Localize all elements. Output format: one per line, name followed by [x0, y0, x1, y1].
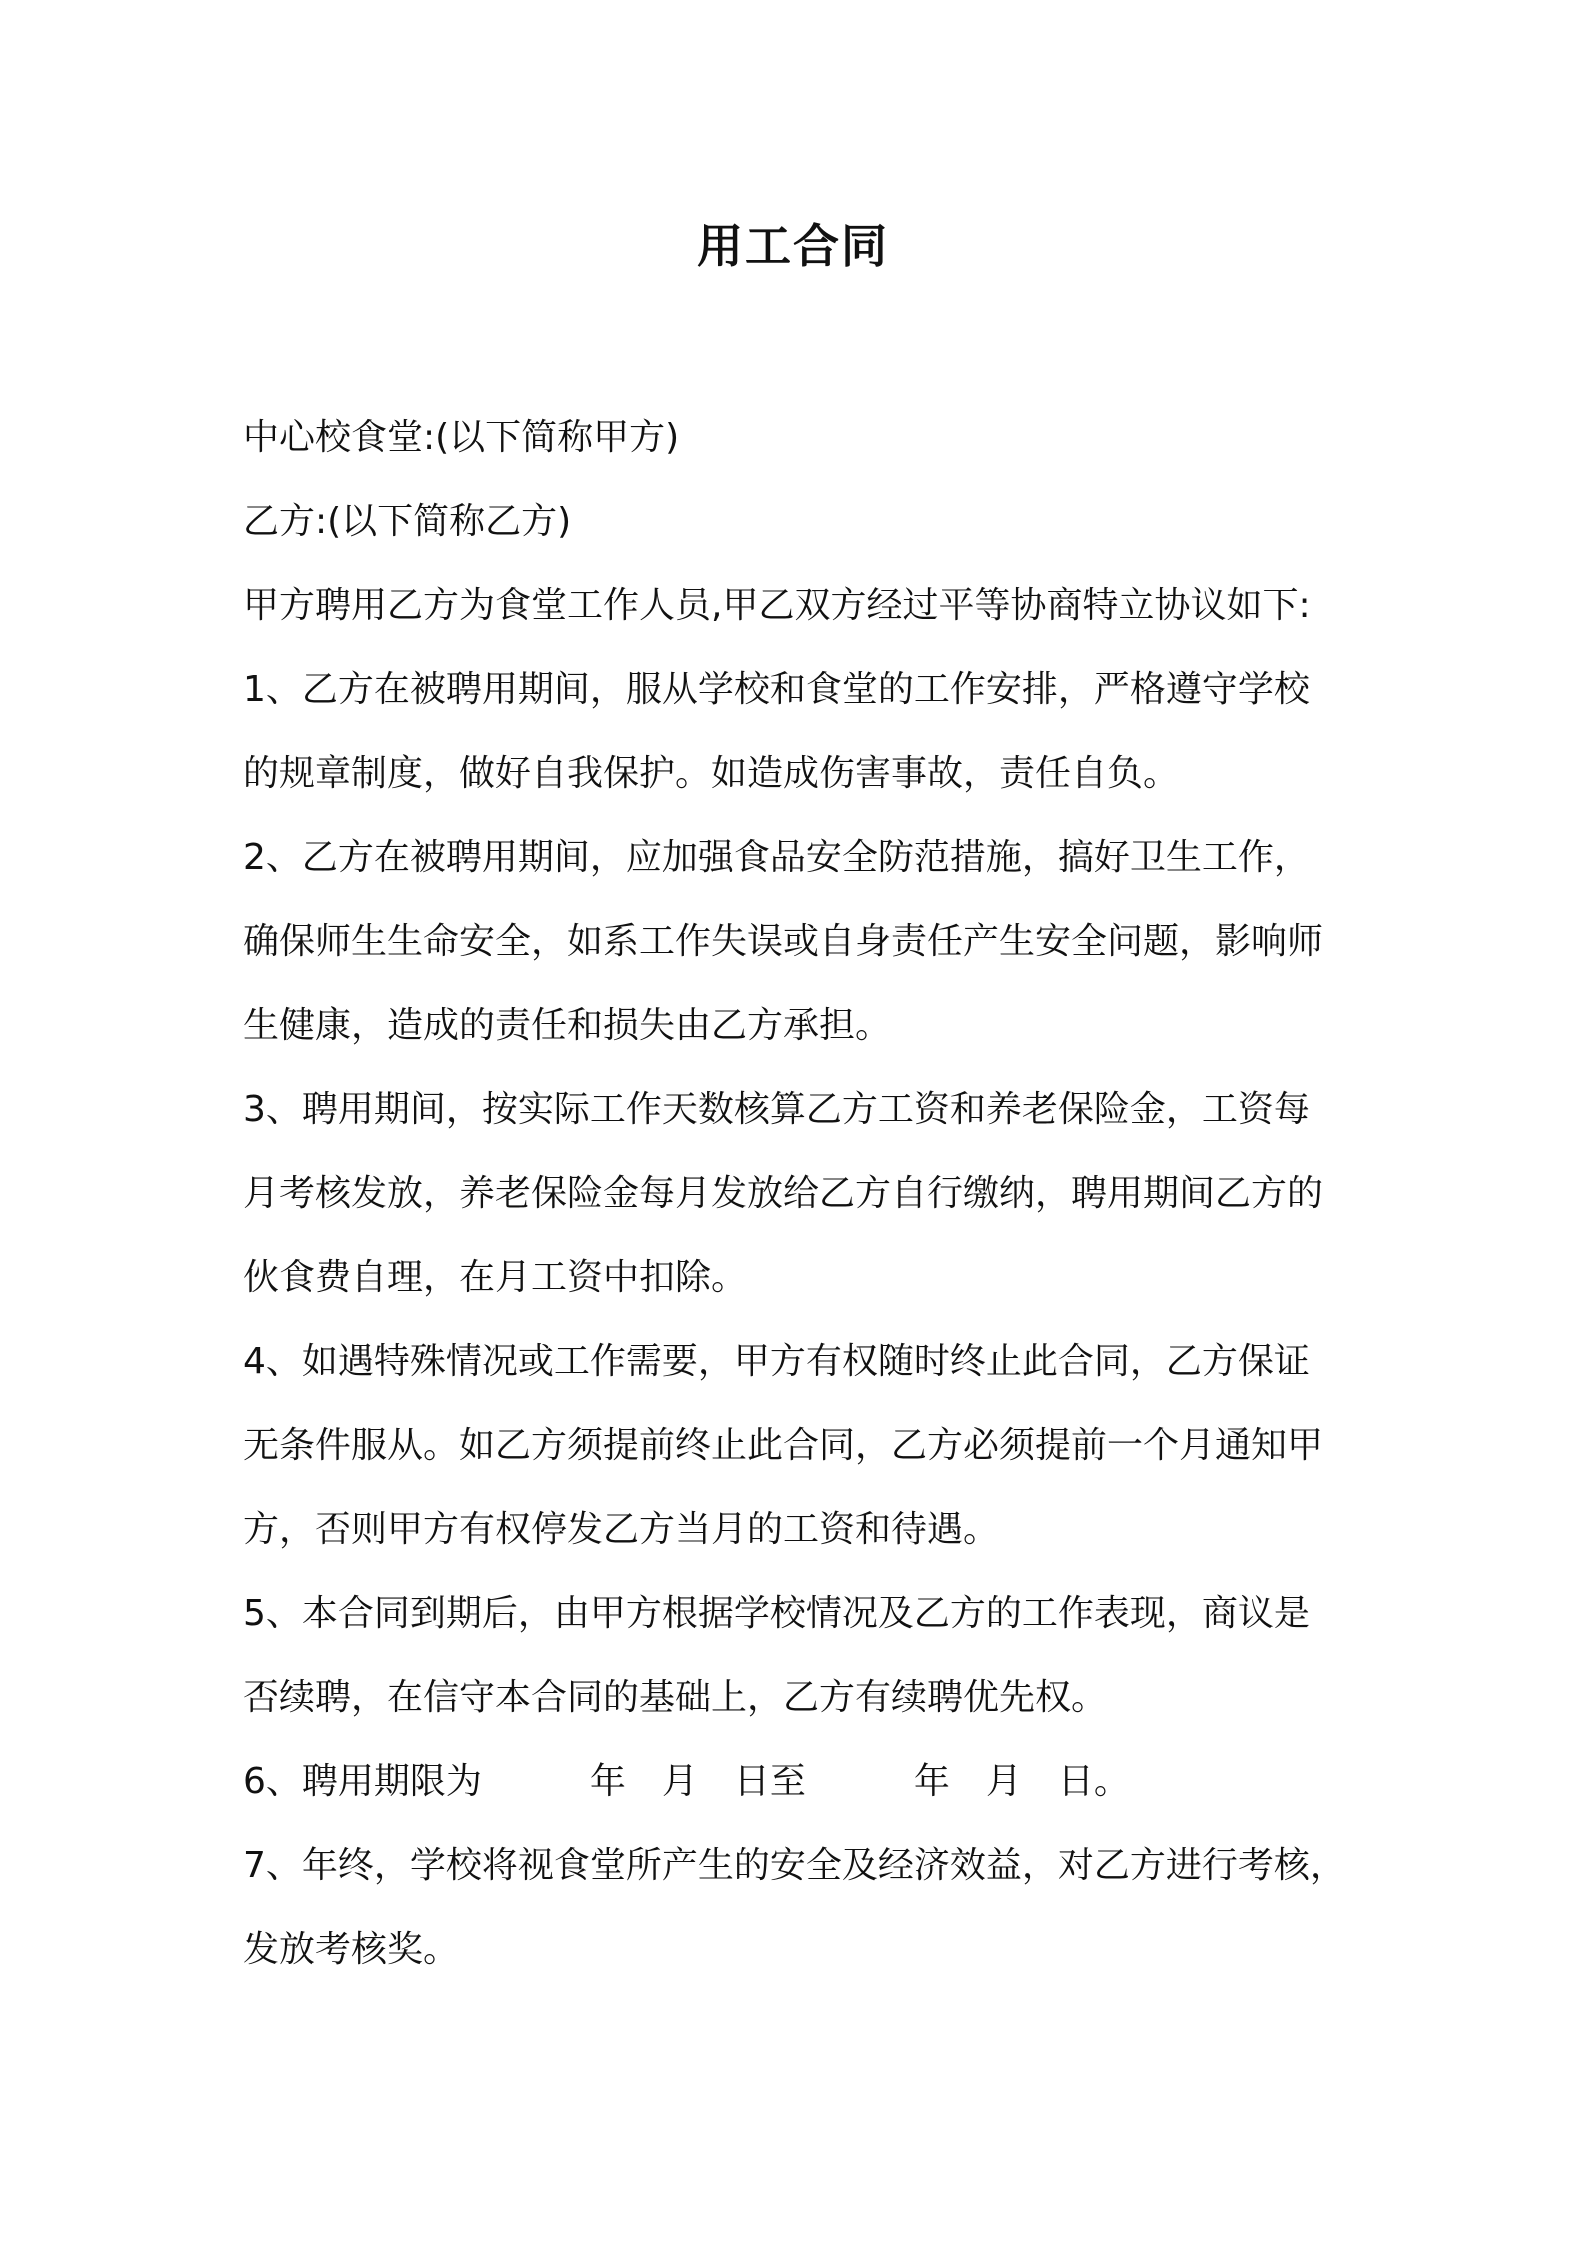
clause-3-line-3: 伙食费自理，在月工资中扣除。 — [243, 1257, 748, 1298]
clause-7-line-1: 7、年终，学校将视食堂所产生的安全及经济效益，对乙方进行考核， — [243, 1845, 1346, 1886]
clause-3-line-1: 3、聘用期间，按实际工作天数核算乙方工资和养老保险金，工资每 — [243, 1089, 1310, 1130]
clause-7-line-2: 发放考核奖。 — [243, 1929, 460, 1970]
clause-4-line-2: 无条件服从。如乙方须提前终止此合同，乙方必须提前一个月通知甲 — [243, 1425, 1324, 1466]
clause-4-line-1: 4、如遇特殊情况或工作需要，甲方有权随时终止此合同，乙方保证 — [243, 1341, 1310, 1382]
document-body — [243, 396, 1363, 1992]
clause-2-line-3: 生健康，造成的责任和损失由乙方承担。 — [243, 1005, 892, 1046]
document-title: 用工合同 — [697, 219, 889, 273]
clause-5-line-1: 5、本合同到期后，由甲方根据学校情况及乙方的工作表现，商议是 — [243, 1593, 1310, 1634]
clause-1-line-2: 的规章制度，做好自我保护。如造成伤害事故，责任自负。 — [243, 753, 1180, 794]
intro-line: 甲方聘用乙方为食堂工作人员,甲乙双方经过平等协商特立协议如下: — [243, 585, 1311, 626]
clause-4-line-3: 方，否则甲方有权停发乙方当月的工资和待遇。 — [243, 1509, 1000, 1550]
clause-2-line-1: 2、乙方在被聘用期间，应加强食品安全防范措施，搞好卫生工作， — [243, 837, 1310, 878]
clause-6-line: 6、聘用期限为 年 月 日至 年 月 日。 — [243, 1761, 1130, 1802]
clause-3-line-2: 月考核发放，养老保险金每月发放给乙方自行缴纳，聘用期间乙方的 — [243, 1173, 1324, 1214]
clause-2-line-2: 确保师生生命安全，如系工作失误或自身责任产生安全问题，影响师 — [243, 921, 1324, 962]
party-b-line: 乙方:(以下简称乙方) — [243, 501, 572, 542]
clause-5-line-2: 否续聘，在信守本合同的基础上，乙方有续聘优先权。 — [243, 1677, 1108, 1718]
clause-1-line-1: 1、乙方在被聘用期间，服从学校和食堂的工作安排，严格遵守学校 — [243, 669, 1310, 710]
party-a-line: 中心校食堂:(以下简称甲方) — [243, 417, 680, 458]
